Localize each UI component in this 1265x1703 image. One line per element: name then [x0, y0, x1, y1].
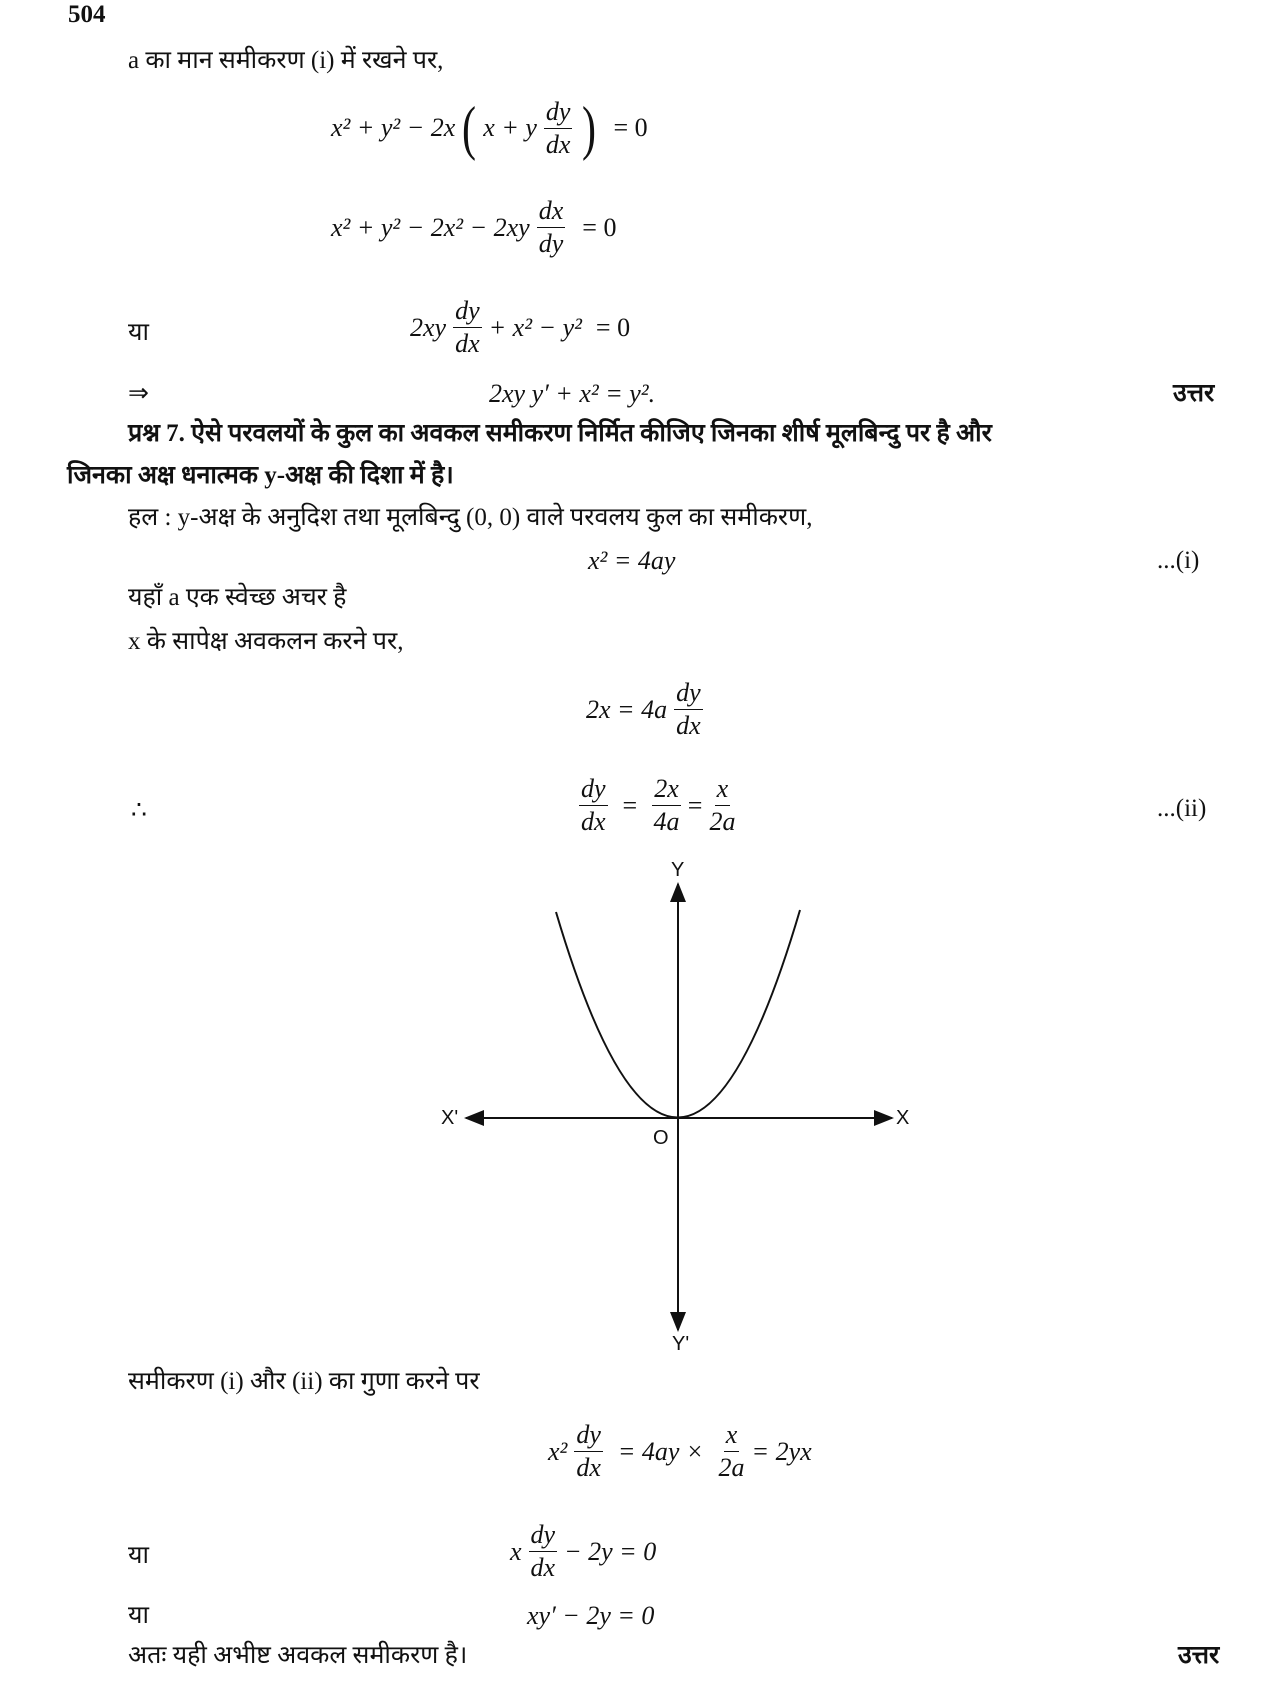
equation-5: x² = 4ay: [588, 546, 676, 575]
numerator: dy: [579, 776, 608, 806]
equation-9: [510, 1522, 656, 1581]
text-line: a का मान समीकरण (i) में रखने पर,: [128, 47, 444, 74]
equation-4: 2xy y′ + x² = y².: [489, 379, 656, 408]
numerator: dy: [544, 99, 573, 129]
text-line: यहाँ a एक स्वेच्छ अचर है: [128, 584, 347, 611]
fraction: [453, 298, 482, 357]
numerator: dy: [674, 680, 703, 710]
answer-label: उत्तर: [1178, 1642, 1220, 1669]
ya-label: या: [128, 1602, 149, 1629]
eq-part: = 4ay ×: [617, 1436, 704, 1466]
denominator: 2a: [709, 807, 736, 836]
eq-rhs: = 0: [613, 113, 648, 142]
denominator: 2a: [718, 1453, 745, 1482]
therefore-symbol: ∴: [131, 797, 147, 824]
eq-part: x²: [548, 1436, 568, 1466]
denominator: 4a: [653, 807, 680, 836]
equation-3: [410, 298, 630, 357]
conclusion-line: अतः यही अभीष्ट अवकल समीकरण है।: [128, 1642, 468, 1669]
numerator: 2x: [652, 776, 681, 806]
text-line: समीकरण (i) और (ii) का गुणा करने पर: [128, 1368, 480, 1395]
fraction: [579, 776, 608, 835]
numerator: x: [724, 1422, 740, 1452]
denominator: dx: [530, 1553, 556, 1582]
origin-label: O: [653, 1127, 669, 1149]
y-prime-label: Y': [672, 1333, 690, 1355]
eq-part: x² + y² − 2x: [331, 113, 456, 142]
numerator: dy: [453, 298, 482, 328]
eq-part: x: [510, 1536, 522, 1566]
question-7-line-1: प्रश्न 7. ऐसे परवलयों के कुल का अवकल समीकरण निर्मित कीजिए जिनका शीर्ष मूलबिन्दु पर है और: [128, 420, 992, 447]
answer-label: उत्तर: [1173, 380, 1215, 407]
x-axis-label: X: [896, 1107, 910, 1129]
fraction: [537, 198, 566, 257]
fraction: [529, 1522, 558, 1581]
eq-part: − 2y = 0: [564, 1536, 657, 1566]
fraction: [544, 96, 573, 159]
equation-tag: ...(ii): [1157, 795, 1207, 822]
numerator: dy: [529, 1522, 558, 1552]
denominator: dx: [576, 1453, 601, 1482]
eq-part: x + y: [483, 113, 537, 142]
text-line: x के सापेक्ष अवकलन करने पर,: [128, 628, 404, 655]
x-prime-label: X': [441, 1107, 459, 1129]
ya-label: या: [128, 319, 149, 346]
fraction: [719, 1422, 745, 1481]
eq-part: 2x = 4a: [586, 694, 668, 724]
denominator: dx: [676, 711, 701, 740]
fraction: [652, 776, 681, 835]
solution-intro: हल : y-अक्ष के अनुदिश तथा मूलबिन्दु (0, 0) वाले परवलय कुल का समीकरण,: [128, 504, 813, 531]
paren-right: ): [582, 95, 597, 161]
eq-part: + x² − y²: [488, 312, 582, 342]
numerator: x: [715, 776, 731, 806]
eq-rhs: = 0: [582, 212, 617, 242]
question-7-line-2: जिनका अक्ष धनात्मक y-अक्ष की दिशा में है।: [67, 462, 454, 489]
equation-7: [576, 776, 738, 835]
equals: =: [622, 790, 638, 820]
fraction: [674, 680, 703, 739]
eq-part: 2xy: [410, 312, 447, 342]
equation-6: [586, 680, 706, 739]
denominator: dx: [545, 129, 571, 159]
eq-part: = 2yx: [751, 1436, 812, 1466]
equation-2: [331, 198, 616, 257]
equation-10: xy′ − 2y = 0: [527, 1601, 655, 1630]
equals: =: [687, 790, 703, 820]
y-axis-label: Y: [671, 859, 685, 881]
denominator: dy: [538, 229, 564, 258]
page-number: 504: [68, 1, 106, 28]
numerator: dy: [574, 1422, 603, 1452]
denominator: dx: [455, 329, 480, 358]
fraction: [709, 776, 735, 835]
denominator: dx: [581, 807, 606, 836]
equation-tag: ...(i): [1157, 547, 1200, 574]
eq-rhs: = 0: [595, 312, 631, 342]
parabola-figure: [430, 860, 930, 1360]
ya-label: या: [128, 1542, 149, 1569]
eq-part: x² + y² − 2x² − 2xy: [331, 212, 530, 242]
implies-symbol: ⇒: [128, 380, 149, 407]
paren-left: (: [462, 95, 477, 161]
equation-1: [331, 95, 648, 161]
equation-8: [548, 1422, 812, 1481]
numerator: dx: [537, 198, 566, 228]
fraction: [574, 1422, 603, 1481]
